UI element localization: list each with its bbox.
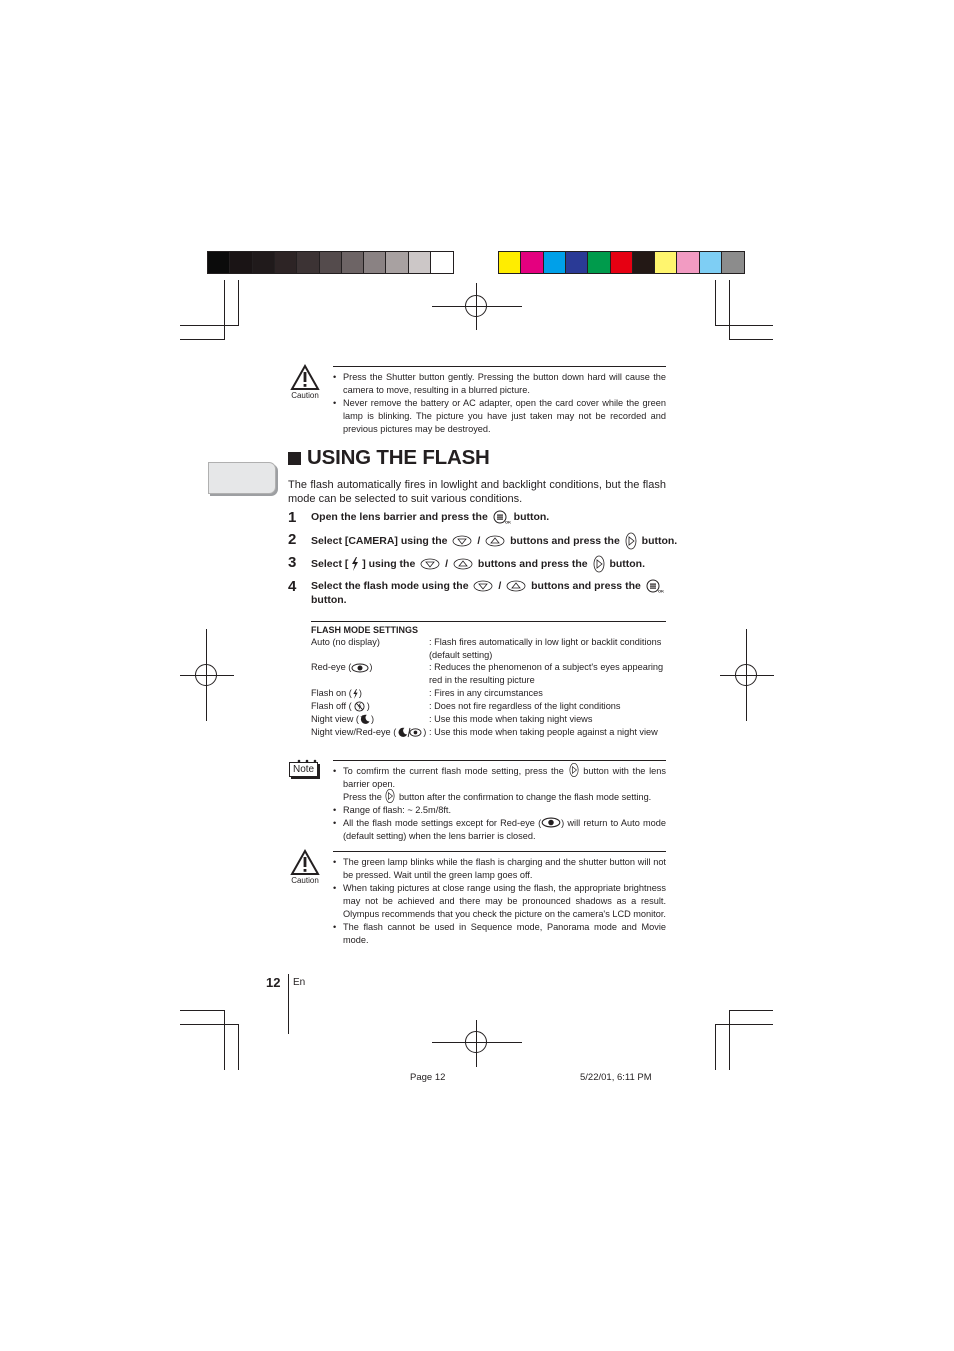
caution-bottom-list: [333, 856, 666, 947]
up-arrow-button-icon: [506, 580, 526, 592]
caution-top: [288, 364, 322, 400]
square-bullet-icon: [288, 452, 301, 465]
gray-swatch: [364, 252, 386, 273]
flash-off-icon: [354, 701, 365, 712]
step-separator: /: [477, 534, 481, 547]
flash-mode-row: [311, 726, 667, 739]
list-item: • The green lamp blinks while the flash is charging and the shutter button will not be pressed. Wait until the green lamp goes off.: [333, 856, 666, 882]
color-swatch: [655, 252, 677, 273]
down-arrow-button-icon: [420, 558, 440, 570]
flash-mode-row: [311, 700, 667, 713]
flash-mode-row: [311, 661, 667, 687]
caution-label: Caution: [291, 391, 319, 400]
list-item: • Never remove the battery or AC adapter, open the card cover while the green lamp is blinking. The picture you have just taken may not be recorded and previous pictures may be destroyed.: [333, 397, 666, 436]
list-item: • Range of flash: ~ 2.5m/8ft.: [333, 804, 666, 817]
flash-icon: [351, 557, 359, 571]
step-2: [288, 532, 677, 550]
step-text: button.: [641, 534, 678, 547]
flash-mode-desc: : Fires in any circumstances: [429, 688, 543, 698]
caution-bottom: [288, 849, 322, 885]
red-eye-icon: [351, 663, 369, 673]
step-text: Select the flash mode using the: [311, 580, 469, 592]
color-swatch: [677, 252, 699, 273]
slug-date: 5/22/01, 6:11 PM: [580, 1072, 652, 1083]
gray-swatch: [386, 252, 408, 273]
caution-icon: [290, 849, 320, 876]
flash-mode-row: [311, 687, 667, 700]
gray-swatch: [409, 252, 431, 273]
flash-mode-name: ): [369, 662, 373, 672]
svg-text:OK: OK: [657, 588, 664, 594]
flash-mode-name: Flash off (: [311, 701, 352, 711]
right-arrow-button-icon: [385, 788, 395, 804]
right-arrow-button-icon: [625, 532, 637, 550]
step-1: [288, 510, 549, 525]
color-swatch: [588, 252, 610, 273]
slug-page: Page 12: [410, 1072, 446, 1083]
section-title-text: USING THE FLASH: [307, 446, 490, 469]
step-number: 4: [288, 578, 297, 595]
gray-swatch: [342, 252, 364, 273]
color-swatch: [566, 252, 588, 273]
step-number: 2: [288, 531, 297, 548]
color-swatch: [611, 252, 633, 273]
flash-mode-name: ): [358, 688, 362, 698]
flash-mode-desc: : Flash fires automatically in low light or backlit conditions (default setting): [429, 637, 662, 660]
caution-bottom-rule: [333, 851, 666, 852]
flash-mode-desc: : Reduces the phenomenon of a subject's eyes appearing red in the resulting picture: [429, 662, 664, 685]
caution-label: Caution: [291, 876, 319, 885]
flash-mode-name: Flash on (: [311, 688, 352, 698]
color-swatch: [700, 252, 722, 273]
flash-mode-desc: : Does not fire regardless of the light conditions: [429, 701, 621, 711]
note-badge: Note: [289, 762, 318, 777]
flash-mode-name: Auto (no display): [311, 637, 380, 647]
step-number: 3: [288, 554, 297, 571]
down-arrow-button-icon: [473, 580, 493, 592]
step-separator: /: [498, 580, 502, 592]
flash-mode-name: Red-eye (: [311, 662, 352, 672]
flash-modes-title: FLASH MODE SETTINGS: [311, 625, 419, 635]
step-text: Select [CAMERA] using the: [311, 534, 448, 547]
step-text: ] using the: [362, 557, 416, 570]
right-arrow-button-icon: [593, 555, 605, 573]
red-eye-icon: [541, 817, 561, 828]
step-text: button.: [609, 557, 646, 570]
language-label: En: [293, 977, 306, 988]
up-arrow-button-icon: [485, 535, 505, 547]
caution-top-rule: [333, 366, 666, 367]
flash-mode-desc: : Use this mode when taking people against a night view: [429, 727, 658, 737]
down-arrow-button-icon: [452, 535, 472, 547]
flash-mode-row: [311, 636, 667, 662]
color-swatch: [633, 252, 655, 273]
step-4: [288, 579, 667, 607]
flash-mode-row: [311, 713, 667, 726]
side-tab: [208, 462, 276, 494]
gray-swatch: [431, 252, 453, 273]
gray-swatch: [297, 252, 319, 273]
step-text: Select [: [311, 557, 349, 570]
color-swatch: [499, 252, 521, 273]
color-swatch: [521, 252, 543, 273]
list-item: • The flash cannot be used in Sequence mode, Panorama mode and Movie mode.: [333, 921, 666, 947]
list-item: • When taking pictures at close range using the flash, the appropriate brightness may not be achieved and there may be pronounced shadows as a result. Olympus recommends that you check the picture on the camera's LCD monitor.: [333, 882, 666, 921]
up-arrow-button-icon: [453, 558, 473, 570]
step-text: button.: [311, 594, 347, 607]
page-number: 12: [266, 975, 281, 990]
menu-ok-button-icon: [646, 579, 662, 593]
intro-paragraph: The flash automatically fires in lowlight and backlight conditions, but the flash mode can be selected to suit various conditions.: [288, 479, 666, 505]
color-swatch: [544, 252, 566, 273]
list-item: • All the flash mode settings except for Red-eye ( ) will return to Auto mode (default setting) when the lens barrier is closed.: [333, 817, 666, 843]
step-separator: /: [445, 557, 449, 570]
flash-mode-desc: : Use this mode when taking night views: [429, 714, 593, 724]
night-view-icon: [359, 714, 371, 725]
step-text: buttons and press the: [510, 534, 620, 547]
svg-text:OK: OK: [504, 519, 511, 525]
step-text: button.: [513, 511, 550, 523]
section-title: [288, 446, 490, 470]
step-text: Open the lens barrier and press the: [311, 511, 488, 523]
flash-mode-name: Night view/Red-eye (: [311, 727, 397, 737]
night-view-red-eye-icon: [396, 727, 423, 738]
step-3: [288, 555, 645, 573]
note-rule: [333, 760, 666, 761]
caution-icon: [290, 364, 320, 391]
gray-swatch: [253, 252, 275, 273]
list-item: • Press the Shutter button gently. Pressing the button down hard will cause the camera to move, resulting in a blurred picture.: [333, 371, 666, 397]
step-text: buttons and press the: [531, 580, 641, 592]
step-number: 1: [288, 509, 297, 526]
gray-swatch: [320, 252, 342, 273]
page-number-divider: [288, 974, 289, 1034]
gray-swatch: [208, 252, 230, 273]
color-swatch: [722, 252, 744, 273]
flash-icon: [352, 689, 359, 699]
flash-mode-name: ): [371, 714, 375, 724]
gray-swatch: [275, 252, 297, 273]
flash-mode-name: ): [423, 727, 427, 737]
flash-mode-name: Night view (: [311, 714, 359, 724]
gray-swatch: [230, 252, 252, 273]
note-list: [333, 765, 666, 843]
list-item: • To comfirm the current flash mode setting, press the button with the lens barrier open. Press the button after the confirmation to change the flash mode setting.: [333, 765, 666, 804]
caution-top-list: [333, 371, 666, 436]
step-text: buttons and press the: [477, 557, 588, 570]
right-arrow-button-icon: [569, 762, 579, 778]
flash-mode-name: ): [366, 701, 370, 711]
flash-modes-rule: [311, 621, 666, 622]
menu-ok-button-icon: [493, 510, 509, 524]
